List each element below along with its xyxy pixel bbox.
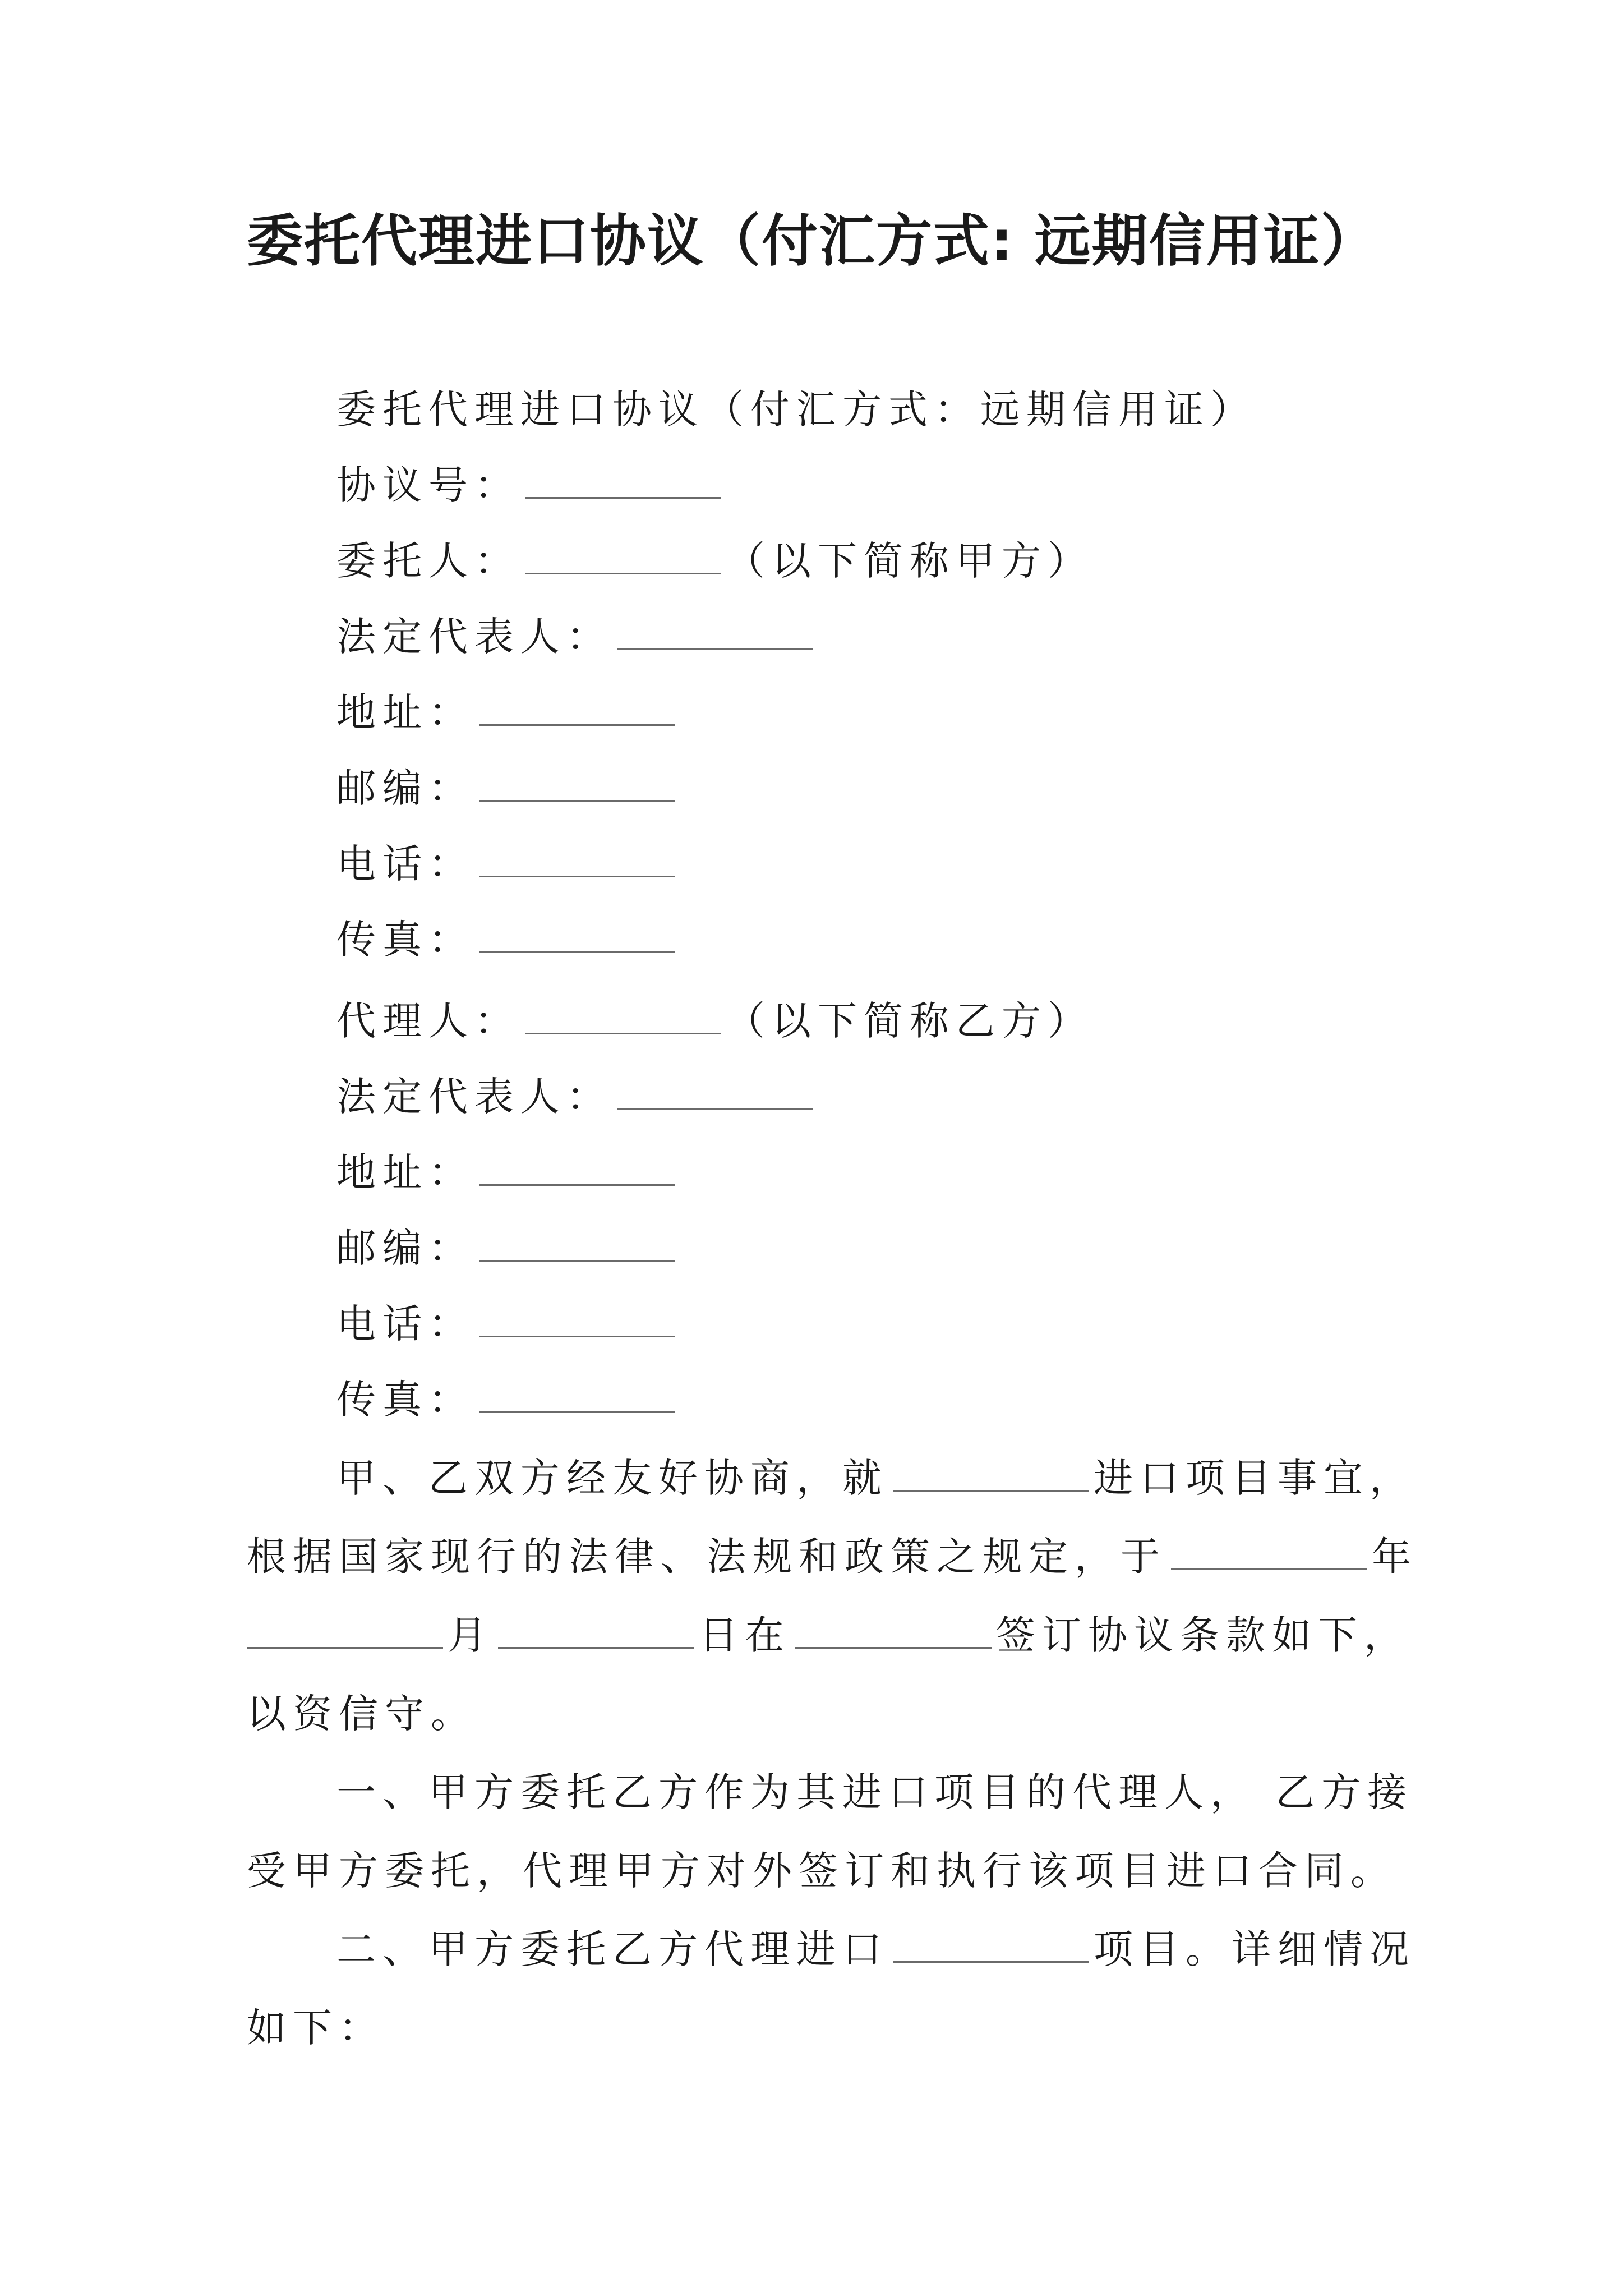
party-a-postcode-line: 邮编： — [336, 760, 680, 816]
party-a-address-blank — [479, 688, 675, 726]
clause-2-line-1: 二、甲方委托乙方代理进口 项目。详细情况 — [336, 1926, 1415, 1972]
clause-1-line-1: 一、甲方委托乙方作为其进口项目的代理人， 乙方接 — [336, 1769, 1414, 1815]
party-a-fax-blank — [479, 915, 675, 953]
year-blank — [1171, 1533, 1367, 1570]
party-b-fax-line: 传真： — [336, 1372, 680, 1428]
party-b-postcode-line: 邮编： — [336, 1220, 680, 1276]
party-b-address-line: 地址： — [336, 1144, 680, 1200]
intro-line-1: 甲、乙双方经友好协商，就 进口项目事宜， — [336, 1455, 1415, 1501]
subtitle: 委托代理进口协议（付汇方式：远期信用证） — [336, 386, 1256, 432]
party-a-rep-line: 法定代表人： — [336, 609, 818, 665]
party-b-rep-line: 法定代表人： — [336, 1069, 818, 1125]
document-title: 委托代理进口协议（付汇方式: 远期信用证） — [247, 208, 1378, 274]
party-a-phone-line: 电话： — [336, 836, 680, 892]
party-a-name-blank — [525, 537, 721, 574]
day-blank — [498, 1611, 694, 1649]
party-b-postcode-blank — [479, 1224, 675, 1262]
party-a-postcode-blank — [479, 764, 675, 802]
party-b-name-blank — [525, 997, 721, 1034]
clause-1-line-2: 受甲方委托，代理甲方对外签订和执行该项目进口合同。 — [247, 1848, 1396, 1894]
import-project-blank — [893, 1925, 1089, 1963]
party-b-phone-blank — [479, 1300, 675, 1337]
intro-line-3: 月 日在 签订协议条款如下， — [247, 1607, 1410, 1663]
party-b-name-line: 代理人： （以下简称乙方） — [336, 998, 1094, 1044]
party-b-phone-line: 电话： — [336, 1296, 680, 1352]
party-b-rep-blank — [617, 1073, 813, 1110]
party-a-phone-blank — [479, 840, 675, 877]
party-b-fax-blank — [479, 1375, 675, 1413]
clause-2-line-2: 如下： — [247, 2005, 385, 2051]
agreement-number-line: 协议号： — [336, 457, 726, 513]
agreement-number-blank — [525, 461, 721, 499]
place-blank — [795, 1611, 992, 1649]
intro-line-2: 根据国家现行的法律、法规和政策之规定，于 年 — [247, 1534, 1418, 1580]
project-blank — [893, 1454, 1089, 1492]
intro-line-4: 以资信守。 — [247, 1691, 477, 1737]
party-a-name-line: 委托人： （以下简称甲方） — [336, 538, 1094, 584]
party-a-rep-blank — [617, 613, 813, 650]
party-a-fax-line: 传真： — [336, 912, 680, 968]
party-a-address-line: 地址： — [336, 684, 680, 740]
month-blank — [247, 1611, 443, 1649]
party-b-address-blank — [479, 1148, 675, 1186]
